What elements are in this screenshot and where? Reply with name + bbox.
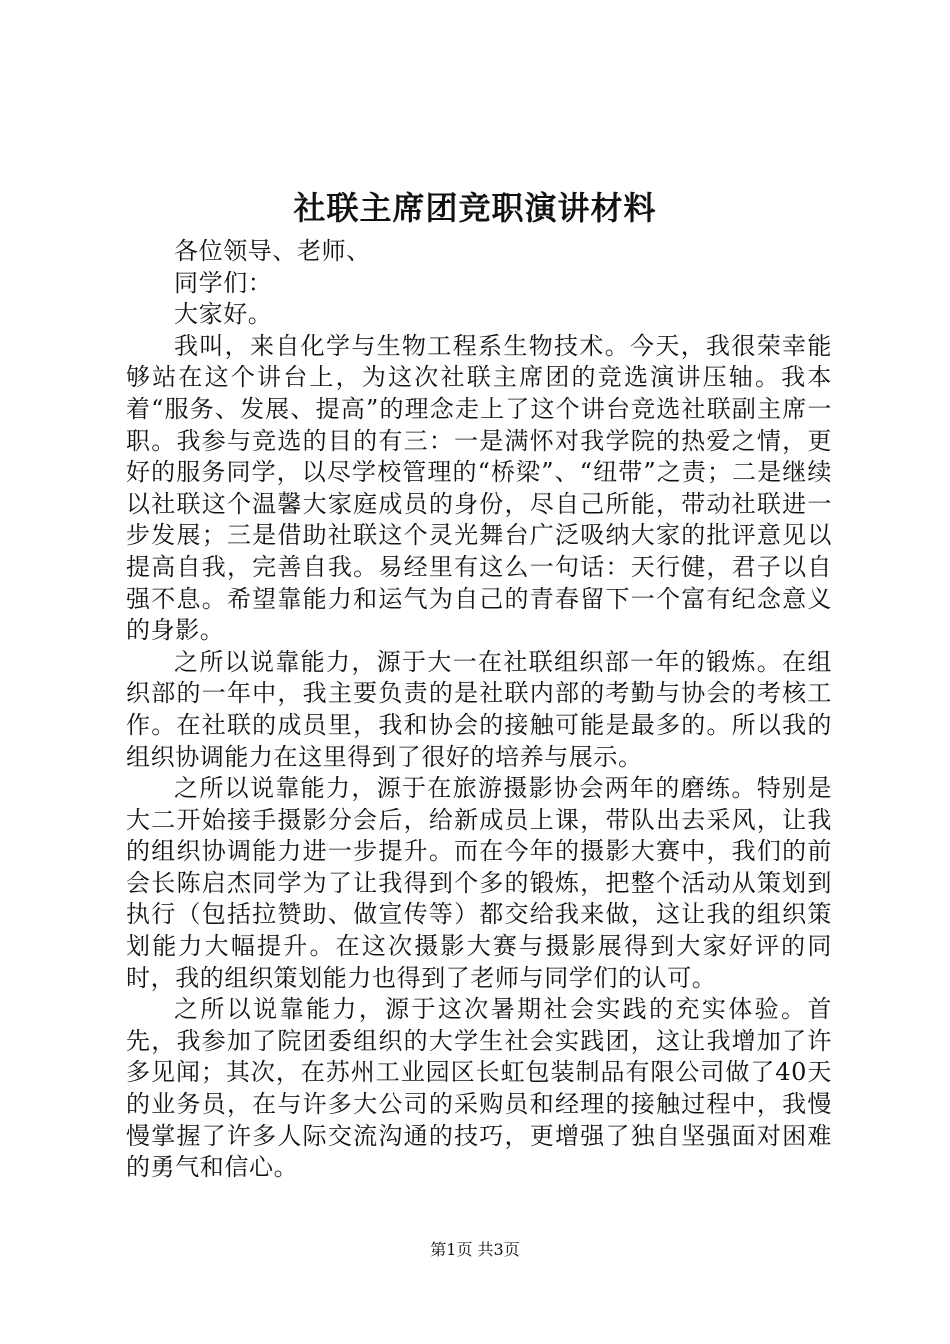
salutation-line: 各位领导、老师、 — [174, 237, 371, 265]
salutation-line: 大家好。 — [174, 300, 273, 329]
body-paragraph: 之所以说靠能力，源于这次暑期社会实践的充实体验。首先，我参加了院团委组织的大学生社会实践团，这让我增加了许多见闻；其次，在苏州工业园区长虹包装制品有限公司做了40天的业务员，在与许多大公司的采购员和经理的接触过程中，我慢慢掌握了许多人际交流沟通的技巧，更增强了独自坚强面对困难的勇气和信心。 — [126, 995, 832, 1182]
body-paragraph: 之所以说靠能力，源于在旅游摄影协会两年的磨练。特别是大二开始接手摄影分会后，给新成员上课，带队出去采风，让我的组织协调能力进一步提升。而在今年的摄影大赛中，我们的前会长陈启杰同学为了让我得到个多的锻炼，把整个活动从策划到执行（包括拉赞助、做宣传等）都交给我来做，这让我的组织策划能力大幅提升。在这次摄影大赛与摄影展得到大家好评的同时，我的组织策划能力也得到了老师与同学们的认可。 — [126, 774, 832, 992]
body-paragraph: 我叫，来自化学与生物工程系生物技术。今天，我很荣幸能够站在这个讲台上，为这次社联主席团的竞选演讲压轴。我本着“服务、发展、提高”的理念走上了这个讲台竞选社联副主席一职。我参与竞选的目的有三：一是满怀对我学院的热爱之情，更好的服务同学，以尽学校管理的“桥梁”、“纽带”之责；二是继续以社联这个温馨大家庭成员的身份，尽自己所能，带动社联进一步发展；三是借助社联这个灵光舞台广泛吸纳大家的批评意见以提高自我，完善自我。易经里有这么一句话：天行健，君子以自强不息。希望靠能力和运气为自己的青春留下一个富有纪念意义的身影。 — [126, 331, 832, 645]
document-title: 社联主席团竞职演讲材料 — [293, 189, 657, 227]
document-body — [126, 236, 832, 1184]
body-paragraph: 之所以说靠能力，源于大一在社联组织部一年的锻炼。在组织部的一年中，我主要负责的是社联内部的考勤与协会的考核工作。在社联的成员里，我和协会的接触可能是最多的。所以我的组织协调能力在这里得到了很好的培养与展示。 — [126, 647, 832, 771]
page-number-footer: 第1页 共3页 — [430, 1240, 520, 1259]
salutation-line: 同学们： — [174, 268, 273, 297]
